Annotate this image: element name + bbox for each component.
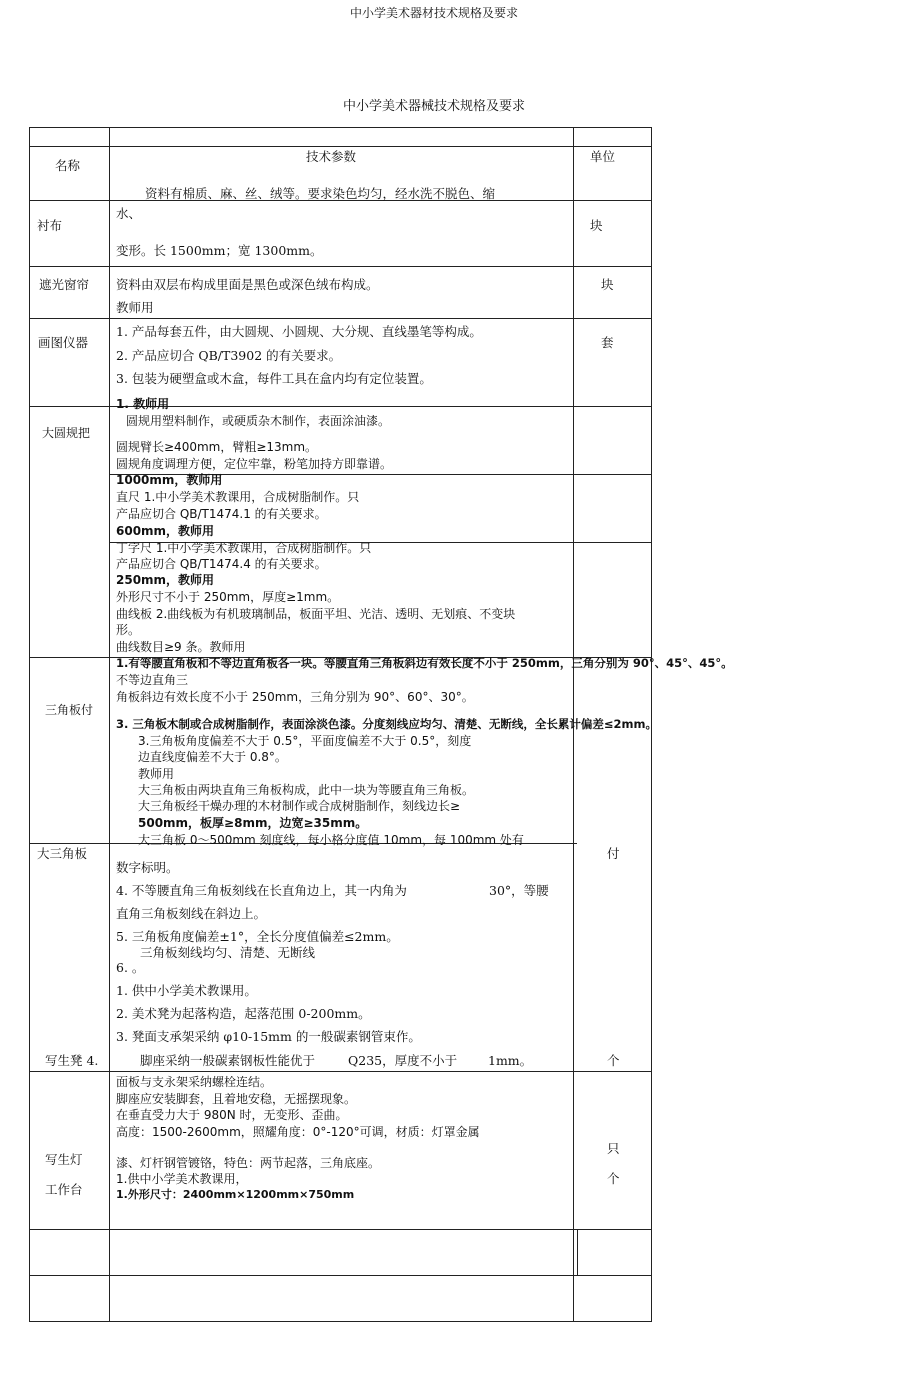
param-line: 2. 产品应切合 QB/T3902 的有关要求。: [116, 348, 342, 363]
param-line: 角板斜边有效长度不小于 250mm，三角分别为 90°、60°、30°。: [116, 690, 474, 704]
column-header-params: 技术参数: [306, 149, 357, 164]
param-line: 直尺 1.中小学美术教课用，合成树脂制作。只: [116, 490, 360, 504]
param-line: 圆规用塑料制作，或硬质杂木制作，表面涂油漆。: [126, 414, 391, 428]
row-name: 衬布: [37, 218, 63, 233]
param-line: 500mm，板厚≥8mm，边宽≥35mm。: [138, 816, 368, 830]
param-line: 资料由双层布构成里面是黑色或深色绒布构成。: [116, 277, 379, 292]
row-unit: 只: [607, 1141, 620, 1156]
param-line: 变形。长 1500mm；宽 1300mm。: [116, 243, 323, 258]
column-header-name: 名称: [55, 158, 81, 173]
param-line: 1. 教师用: [116, 397, 170, 411]
row-unit-secondary: 个: [607, 1171, 620, 1186]
param-line: 大三角板经干燥办理的木材制作或合成树脂制作，刻线边长≥: [138, 799, 461, 813]
running-header: 中小学美术器材技术规格及要求: [350, 6, 519, 20]
param-line: 圆规角度调理方便，定位牢靠，粉笔加持方即靠谱。: [116, 457, 393, 471]
param-line: 脚座应安装脚套，且着地安稳，无摇摆现象。: [116, 1092, 357, 1106]
param-line: 高度：1500-2600mm，照耀角度：0°-120°可调，材质：灯罩金属: [116, 1125, 480, 1139]
param-line: 1.供中小学美术教课用，: [116, 1172, 248, 1186]
param-line: 数字标明。: [116, 860, 179, 875]
param-line: 教师用: [138, 767, 175, 781]
param-line: 1mm。: [488, 1053, 533, 1068]
param-line: 水、: [116, 206, 142, 221]
param-line: 曲线数目≥9 条。教师用: [116, 640, 246, 654]
row-name: 写生灯: [45, 1152, 83, 1167]
param-line: 4. 不等腰直角三角板刻线在长直角边上，其一内角为: [116, 883, 407, 898]
param-line: 30°，等腰: [489, 883, 549, 898]
param-line: 3. 三角板木制或合成树脂制作，表面涂淡色漆。分度刻线应均匀、清楚、无断线，全长累计偏差≤2mm。: [116, 717, 657, 731]
row-name: 画图仪器: [38, 335, 89, 350]
row-unit: 套: [601, 335, 614, 350]
param-line: 脚座采纳一般碳素钢板性能优于: [140, 1053, 316, 1068]
param-line: 大三角板由两块直角三角板构成，此中一块为等腰直角三角板。: [138, 783, 475, 797]
param-line: 250mm，教师用: [116, 573, 215, 587]
param-line: 圆规臂长≥400mm，臂粗≥13mm。: [116, 440, 318, 454]
param-line: 1000mm，教师用: [116, 473, 223, 487]
param-line: 1. 供中小学美术教课用。: [116, 983, 257, 998]
param-line: 3.三角板角度偏差不大于 0.5°，平面度偏差不大于 0.5°，刻度: [138, 734, 472, 748]
param-line: 漆、灯杆钢管镀铬，特色：两节起落，三角底座。: [116, 1156, 381, 1170]
row-name: 大三角板: [37, 846, 88, 861]
param-line: 面板与支永架采纳螺栓连结。: [116, 1075, 273, 1089]
param-line: 1. 产品每套五件，由大圆规、小圆规、大分规、直线墨笔等构成。: [116, 324, 482, 339]
param-line: 6. 。: [116, 960, 145, 975]
param-line: 资料有棉质、麻、丝、绒等。要求染色均匀，经水洗不脱色、缩: [145, 186, 496, 201]
param-line: 3. 包装为硬塑盒或木盒，每件工具在盒内均有定位装置。: [116, 371, 432, 386]
row-name-secondary: 工作台: [45, 1182, 83, 1197]
param-line: 大三角板 0～500mm 刻度线，每小格分度值 10mm，每 100mm 处有: [138, 833, 524, 847]
param-line: 不等边直角三: [116, 673, 189, 687]
document-title: 中小学美术器械技术规格及要求: [343, 99, 526, 114]
param-line: 600mm，教师用: [116, 524, 215, 538]
param-line: 直角三角板刻线在斜边上。: [116, 906, 267, 921]
param-line: 1.有等腰直角板和不等边直角板各一块。等腰直角三角板斜边有效长度不小于 250mm，三角分别为 90°、45°、45°。: [116, 656, 733, 670]
row-name: 三角板付: [45, 703, 94, 717]
param-line: 2. 美术凳为起落构造，起落范围 0-200mm。: [116, 1006, 371, 1021]
param-line: 3. 凳面支承架采纳 φ10-15mm 的一般碳素钢管束作。: [116, 1029, 421, 1044]
row-name: 写生凳 4.: [45, 1053, 99, 1068]
param-line: Q235，厚度不小于: [348, 1053, 458, 1068]
param-line: 曲线板 2.曲线板为有机玻璃制品，板面平坦、光洁、透明、无划痕、不变块: [116, 607, 516, 621]
row-unit: 块: [601, 277, 614, 292]
column-header-unit: 单位: [590, 149, 616, 164]
row-unit: 个: [607, 1053, 620, 1068]
param-line: 产品应切合 QB/T1474.4 的有关要求。: [116, 557, 327, 571]
row-unit: 付: [607, 846, 620, 861]
param-line: 边直线度偏差不大于 0.8°。: [138, 750, 287, 764]
param-line: 教师用: [116, 300, 154, 315]
row-name: 大圆规把: [42, 426, 91, 440]
param-line: 丁字尺 1.中小学美术教课用，合成树脂制作。只: [116, 541, 372, 555]
param-line: 5. 三角板角度偏差±1°，全长分度值偏差≤2mm。: [116, 929, 399, 944]
param-line: 在垂直受力大于 980N 时，无变形、歪曲。: [116, 1108, 348, 1122]
param-line: 外形尺寸不小于 250mm，厚度≥1mm。: [116, 590, 340, 604]
row-unit: 块: [590, 218, 603, 233]
param-line: 1.外形尺寸：2400mm×1200mm×750mm: [116, 1188, 355, 1201]
param-line: 形。: [116, 623, 141, 637]
param-line: 三角板刻线均匀、清楚、无断线: [140, 945, 316, 960]
row-name: 遮光窗帘: [39, 277, 90, 292]
param-line: 产品应切合 QB/T1474.1 的有关要求。: [116, 507, 327, 521]
